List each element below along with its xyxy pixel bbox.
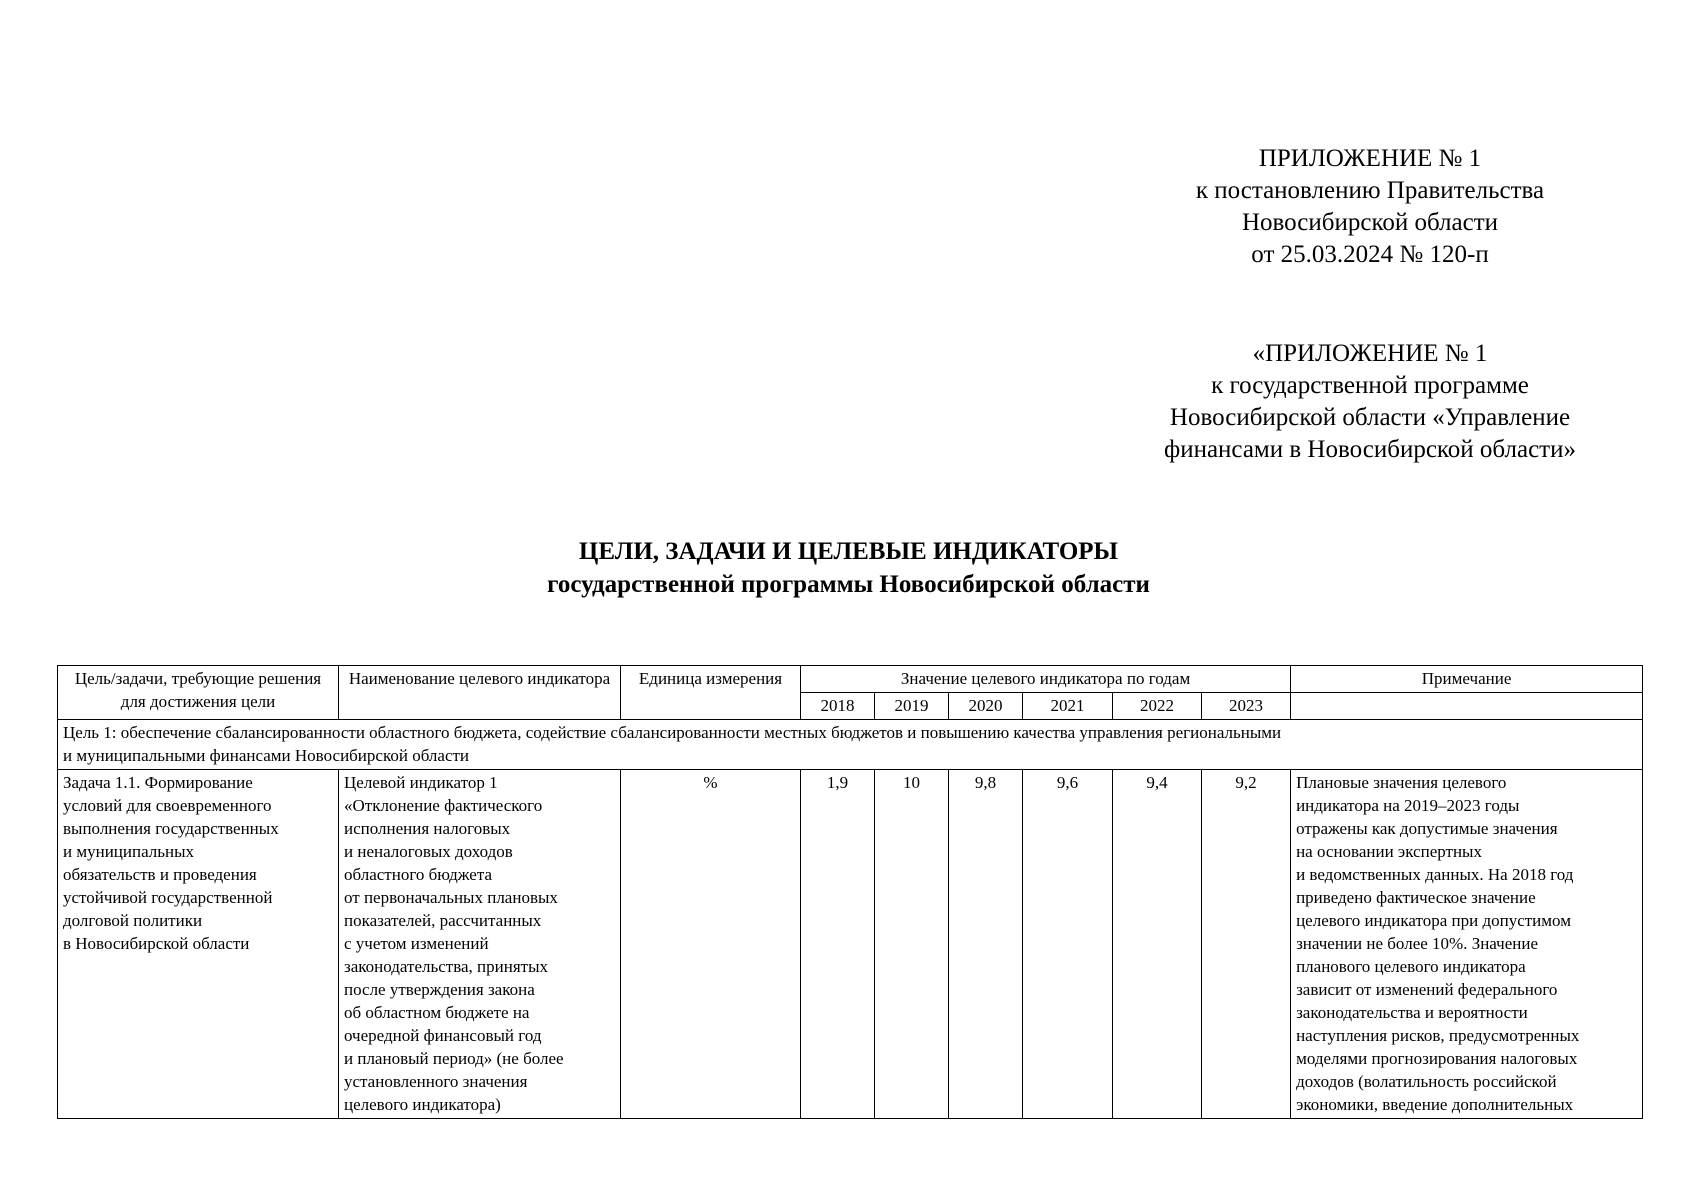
resolution-stamp-line: к постановлению Правительства [1195,177,1545,204]
header-year: 2022 [1113,693,1202,720]
header-year: 2019 [875,693,949,720]
unit-cell: % [621,770,801,1119]
header-note: Примечание [1291,666,1643,693]
program-stamp-line: к государственной программе [1211,372,1529,399]
goal-row [58,720,1643,770]
resolution-stamp-line: ПРИЛОЖЕНИЕ № 1 [1258,145,1482,172]
header-year: 2023 [1202,693,1291,720]
header-unit: Единица измерения [621,666,801,720]
value-cell: 9,2 [1202,770,1291,1119]
program-stamp-line: «ПРИЛОЖЕНИЕ № 1 [1252,340,1488,367]
header-values-by-year: Значение целевого индикатора по годам [801,666,1291,693]
document-title [0,535,1697,601]
note-cell: Плановые значения целевого индикатора на 2019–2023 годы отражены как допустимые значения на основании экспертных и ведомственных данных. На 2018 год приведено фактическое значение целевого индикатора при допустимом значении не более 10%. Значение планового целевого индикатора зависит от изменений федерального законодательства и вероятности наступления рисков, предусмотренных моделями прогнозирования налоговых доходов (волатильность российской экономики, введение дополнительных [1291,770,1643,1119]
value-cell: 1,9 [801,770,875,1119]
document-title-line1: ЦЕЛИ, ЗАДАЧИ И ЦЕЛЕВЫЕ ИНДИКАТОРЫ [578,538,1119,565]
header-year: 2018 [801,693,875,720]
program-stamp-line: финансами в Новосибирской области» [1164,436,1576,463]
value-cell: 9,4 [1113,770,1202,1119]
header-year: 2021 [1023,693,1113,720]
resolution-stamp-line: Новосибирской области [1241,209,1499,236]
indicators-table [57,665,1643,1119]
value-cell: 10 [875,770,949,1119]
header-note-blank [1291,693,1643,720]
header-year: 2020 [949,693,1023,720]
program-stamp-line: Новосибирской области «Управление [1169,404,1571,431]
task-cell: Задача 1.1. Формирование условий для своевременного выполнения государственных и муниципальных обязательств и проведения устойчивой государственной долговой политики в Новосибирской области [58,770,339,1119]
resolution-stamp-line: от 25.03.2024 № 120-п [1251,241,1489,268]
header-indicator: Наименование целевого индикатора [339,666,621,720]
resolution-stamp [1150,143,1590,271]
goal-text: Цель 1: обеспечение сбалансированности областного бюджета, содействие сбалансированности местных бюджетов и повышению качества управления региональными и муниципальными финансами Новосибирской области [58,720,1643,770]
value-cell: 9,8 [949,770,1023,1119]
table-row [58,770,1643,1119]
header-row-1 [58,666,1643,693]
program-stamp [1130,338,1610,466]
value-cell: 9,6 [1023,770,1113,1119]
document-title-line2: государственной программы Новосибирской области [547,571,1150,598]
indicator-cell: Целевой индикатор 1 «Отклонение фактического исполнения налоговых и неналоговых доходов областного бюджета от первоначальных плановых показателей, рассчитанных с учетом изменений законодательства, принятых после утверждения закона об областном бюджете на очередной финансовый год и плановый период» (не более установленного значения целевого индикатора) [339,770,621,1119]
header-goal: Цель/задачи, требующие решения для достижения цели [58,666,339,720]
